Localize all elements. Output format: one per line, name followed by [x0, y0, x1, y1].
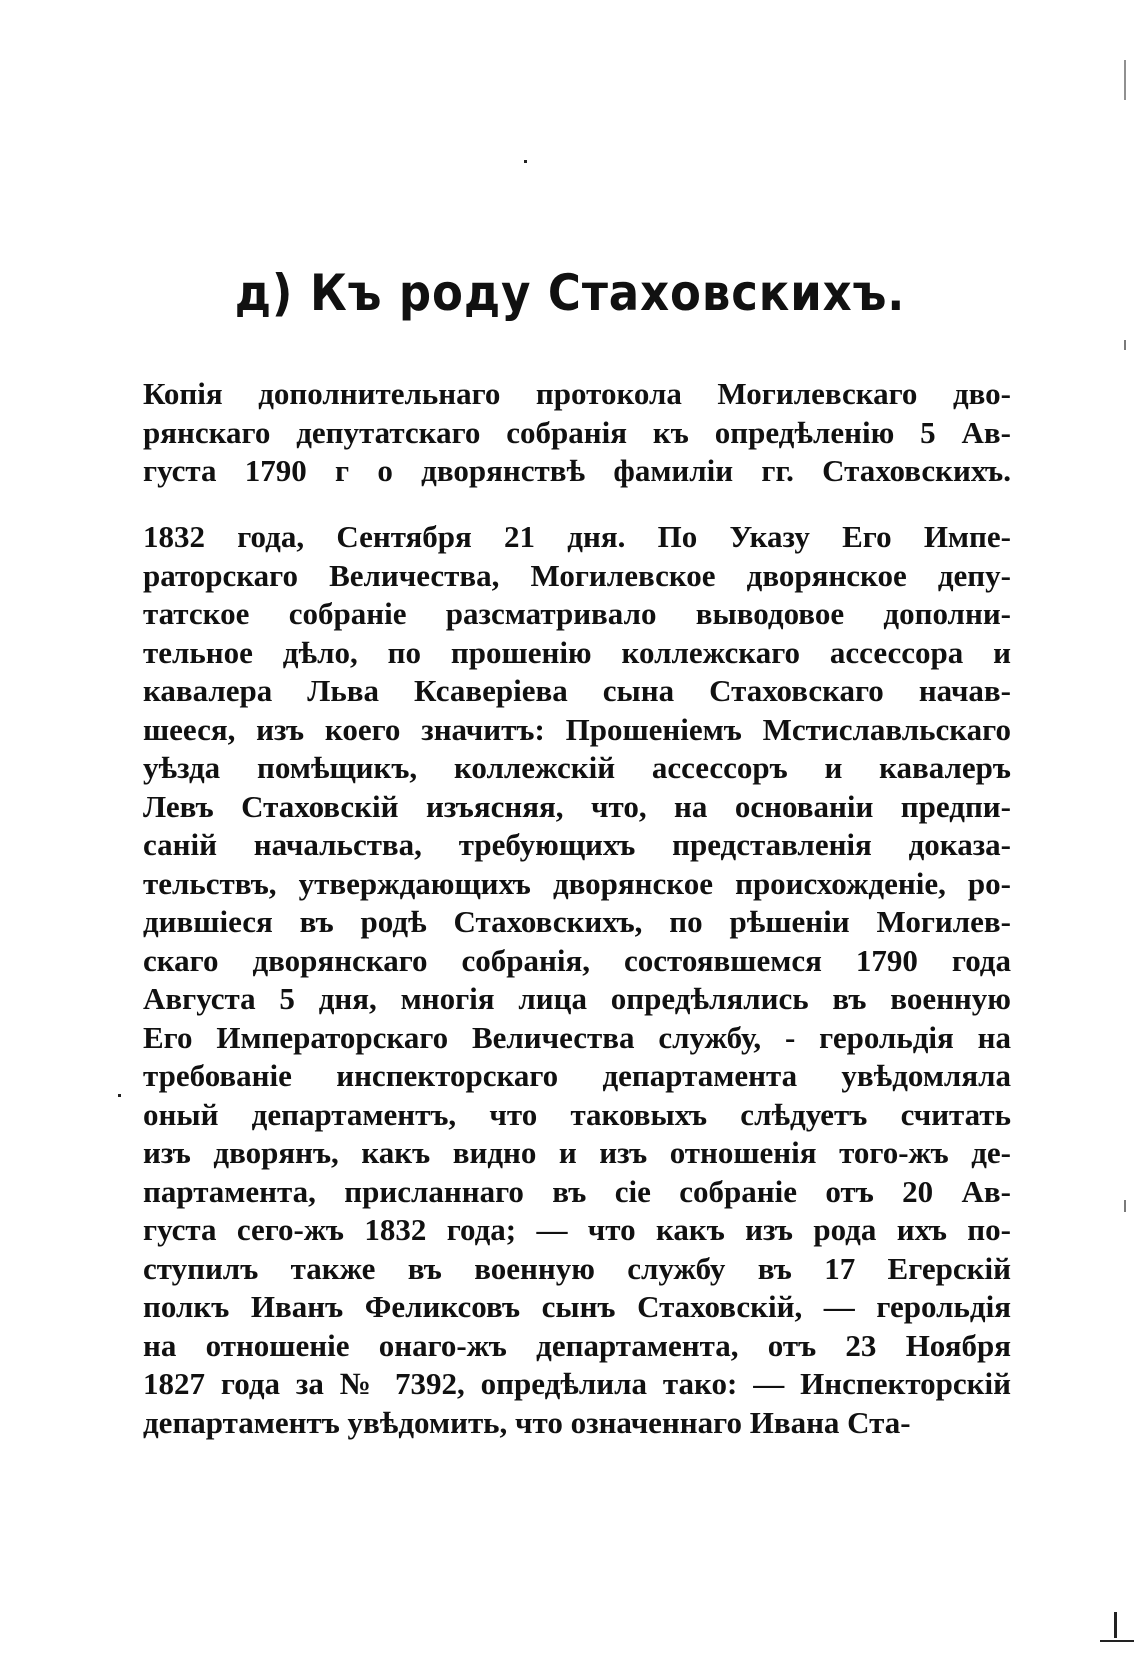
- subtitle-line: Копія дополнительнаго протокола Могилевскаго дво-: [143, 376, 1011, 411]
- body-line: изъ дворянъ, какъ видно и изъ отношенія того-жъ де-: [143, 1135, 1011, 1170]
- body-line: на отношеніе онаго-жъ департамента, отъ 23 Ноября: [143, 1327, 1011, 1363]
- body-line: 1832 года, Сентября 21 дня. По Указу Его Импе-: [143, 519, 1011, 554]
- subtitle-line: рянскаго депутатскаго собранія къ опредѣленію 5 Ав-: [143, 414, 1011, 450]
- scan-artifact-line: [1100, 1640, 1134, 1642]
- body-line: ступилъ также въ военную службу въ 17 Егерскій: [143, 1250, 1011, 1286]
- body-line: Левъ Стаховскій изъясняя, что, на основаніи предпи-: [143, 788, 1011, 824]
- body-line: раторскаго Величества, Могилевское дворянское депу-: [143, 557, 1011, 593]
- body-line: дившіеся въ родѣ Стаховскихъ, по рѣшеніи Могилев-: [143, 904, 1011, 939]
- subtitle-line: густа 1790 г о дворянствѣ фамиліи гг. Стаховскихъ.: [143, 453, 1011, 488]
- scan-artifact-dot: [118, 1094, 121, 1097]
- body-line: Его Императорскаго Величества службу, - герольдія на: [143, 1019, 1011, 1055]
- body-line: 1827 года за № 7392, опредѣлила тако: — Инспекторскій: [143, 1366, 1011, 1401]
- scan-artifact-line: [1114, 1612, 1117, 1638]
- body-line: требованіе инспекторскаго департамента увѣдомляла: [143, 1058, 1011, 1093]
- body-line: шееся, изъ коего значитъ: Прошеніемъ Мстиславльскаго: [143, 711, 1011, 747]
- document-subtitle: [143, 375, 1011, 491]
- body-line: полкъ Иванъ Феликсовъ сынъ Стаховскій, — герольдія: [143, 1289, 1011, 1324]
- document-body: [143, 518, 1011, 1442]
- body-line: департаментъ увѣдомить, что означеннаго Ивана Ста-: [143, 1404, 911, 1440]
- page-title: д) Къ роду Стаховскихъ.: [234, 264, 906, 322]
- scan-artifact-dot: [524, 160, 527, 163]
- body-line: кавалера Льва Ксаверіева сына Стаховскаго начав-: [143, 673, 1011, 708]
- body-line: саній начальства, требующихъ представленія доказа-: [143, 827, 1011, 862]
- body-line: татское собраніе разсматривало выводовое дополни-: [143, 596, 1011, 631]
- body-line: Августа 5 дня, многія лица опредѣлялись въ военную: [143, 981, 1011, 1016]
- scan-artifact-line: [1124, 340, 1126, 350]
- body-line: оный департаментъ, что таковыхъ слѣдуетъ считать: [143, 1096, 1011, 1132]
- scan-artifact-line: [1124, 60, 1126, 100]
- body-line: тельствъ, утверждающихъ дворянское происхожденіе, ро-: [143, 865, 1011, 901]
- body-line: скаго дворянскаго собранія, состоявшемся 1790 года: [143, 942, 1011, 978]
- body-line: партамента, присланнаго въ сіе собраніе отъ 20 Ав-: [143, 1173, 1011, 1209]
- body-line: уѣзда помѣщикъ, коллежскій ассессоръ и кавалеръ: [143, 750, 1011, 785]
- scan-artifact-line: [1124, 1200, 1126, 1212]
- body-line: тельное дѣло, по прошенію коллежскаго ассессора и: [143, 634, 1011, 670]
- body-line: густа сего-жъ 1832 года; — что какъ изъ рода ихъ по-: [143, 1212, 1011, 1247]
